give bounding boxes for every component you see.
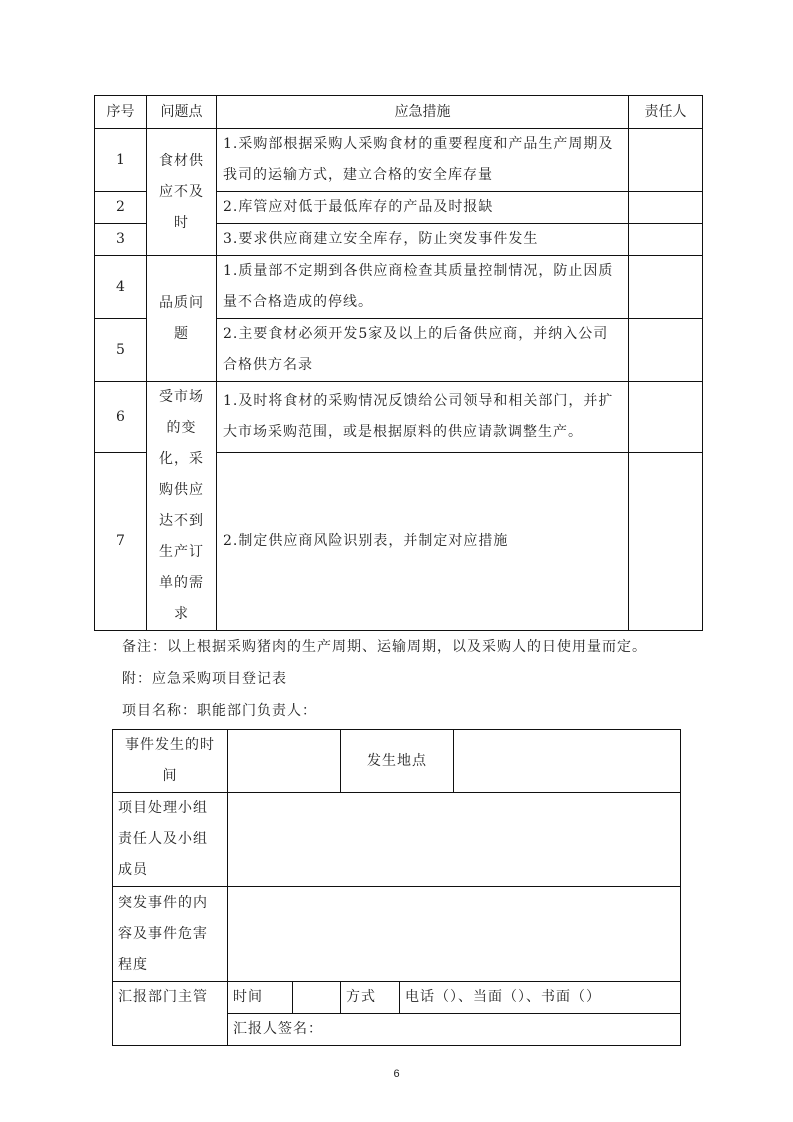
row-no: 3 xyxy=(95,224,147,256)
emergency-purchase-register-table xyxy=(112,729,681,1046)
owner-cell[interactable] xyxy=(629,192,703,224)
row-no: 5 xyxy=(95,319,147,382)
measure-cell: 1.采购部根据采购人采购食材的重要程度和产品生产周期及我司的运输方式，建立合格的安全库存量 xyxy=(217,129,629,192)
content-label: 突发事件的内容及事件危害程度 xyxy=(113,887,228,982)
row-no: 4 xyxy=(95,256,147,319)
issue-text: 受市场的变化，采购供应达不到生产订单的需求 xyxy=(159,389,204,622)
signature-field[interactable]: 汇报人签名： xyxy=(228,1014,681,1046)
row-no: 6 xyxy=(95,382,147,453)
header-measure: 应急措施 xyxy=(217,96,629,129)
event-time-label: 事件发生的时间 xyxy=(113,730,228,793)
table-header-row xyxy=(95,96,703,129)
table-row xyxy=(95,256,703,319)
remark-text: 备注：以上根据采购猪肉的生产周期、运输周期，以及采购人的日使用量而定。 xyxy=(122,639,647,655)
measure-cell: 1.质量部不定期到各供应商检查其质量控制情况，防止因质量不合格造成的停线。 xyxy=(217,256,629,319)
issue-cell xyxy=(147,256,217,382)
owner-cell[interactable] xyxy=(629,129,703,192)
project-name-line: 项目名称：职能部门负责人： xyxy=(122,703,317,719)
issue-cell xyxy=(147,382,217,631)
issue-cell xyxy=(147,129,217,256)
appendix-title: 附：应急采购项目登记表 xyxy=(122,671,287,687)
measure-cell: 1.及时将食材的采购情况反馈给公司领导和相关部门，并扩大市场采购范围，或是根据原料的供应请款调整生产。 xyxy=(217,382,629,453)
header-issue: 问题点 xyxy=(147,96,217,129)
time-label: 时间 xyxy=(228,982,293,1014)
issue-text: 食材供应不及时 xyxy=(159,152,204,231)
measure-cell: 3.要求供应商建立安全库存，防止突发事件发生 xyxy=(217,224,629,256)
method-options[interactable]: 电话（）、当面（）、书面（） xyxy=(400,982,681,1014)
method-label: 方式 xyxy=(341,982,400,1014)
time-field[interactable] xyxy=(293,982,341,1014)
measure-cell: 2.制定供应商风险识别表，并制定对应措施 xyxy=(217,453,629,631)
event-time-field[interactable] xyxy=(228,730,341,793)
row-no: 1 xyxy=(95,129,147,192)
emergency-measures-table xyxy=(94,95,703,631)
measure-cell: 2.主要食材必须开发5家及以上的后备供应商，并纳入公司合格供方名录 xyxy=(217,319,629,382)
row-no: 7 xyxy=(95,453,147,631)
row-no: 2 xyxy=(95,192,147,224)
owner-cell[interactable] xyxy=(629,224,703,256)
table-row xyxy=(95,129,703,192)
table-row xyxy=(95,382,703,453)
report-dept-label: 汇报部门主管 xyxy=(113,982,228,1046)
team-field[interactable] xyxy=(228,793,681,887)
measure-cell: 2.库管应对低于最低库存的产品及时报缺 xyxy=(217,192,629,224)
content-field[interactable] xyxy=(228,887,681,982)
issue-text: 品质问题 xyxy=(159,294,204,342)
page-number: 6 xyxy=(393,1068,400,1080)
owner-cell[interactable] xyxy=(629,453,703,631)
owner-cell[interactable] xyxy=(629,319,703,382)
header-owner: 责任人 xyxy=(629,96,703,129)
owner-cell[interactable] xyxy=(629,256,703,319)
team-label: 项目处理小组责任人及小组成员 xyxy=(113,793,228,887)
header-no: 序号 xyxy=(95,96,147,129)
location-field[interactable] xyxy=(454,730,681,793)
owner-cell[interactable] xyxy=(629,382,703,453)
location-label: 发生地点 xyxy=(341,730,454,793)
